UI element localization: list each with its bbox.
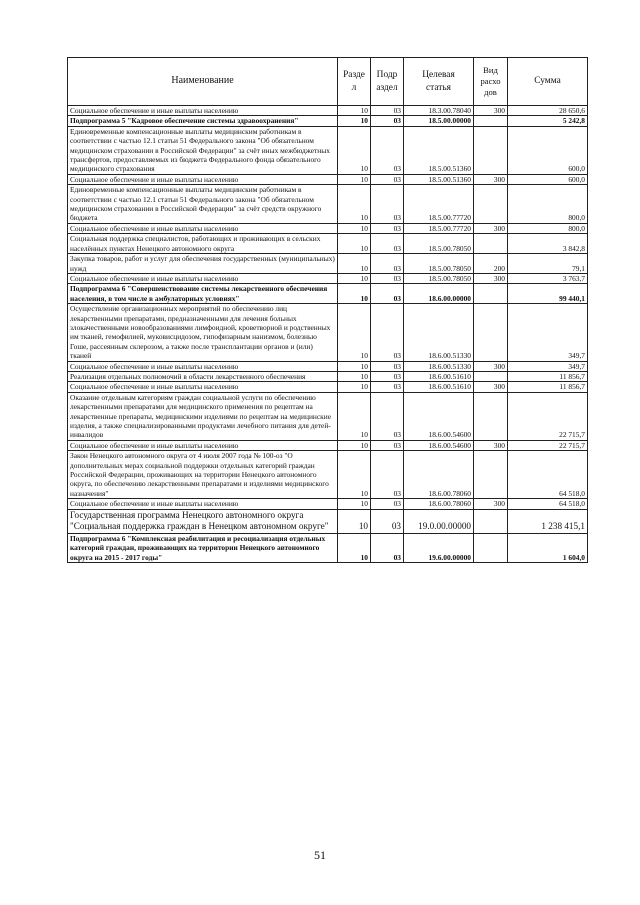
row-name: Социальное обеспечение и иные выплаты населению xyxy=(68,106,338,116)
table-row xyxy=(68,116,588,126)
row-target: 18.5.00.78050 xyxy=(404,273,474,283)
row-razdel: 10 xyxy=(338,440,371,450)
header-name: Наименование xyxy=(68,58,338,106)
row-name: Государственная программа Ненецкого автономного округа "Социальная поддержка граждан в Ненецком автономном округе" xyxy=(68,509,338,533)
row-target: 19.6.00.00000 xyxy=(404,533,474,562)
row-razdel: 10 xyxy=(338,304,371,361)
row-vid xyxy=(474,451,508,499)
row-target: 18.5.00.78050 xyxy=(404,254,474,274)
table-row xyxy=(68,392,588,440)
row-podrazdel: 03 xyxy=(371,361,404,371)
row-target: 18.6.00.54600 xyxy=(404,440,474,450)
table-row xyxy=(68,234,588,254)
row-name: Единовременные компенсационные выплаты медицинским работникам в соответствии с частью 12.1 статьи 51 Федерального закона "Об обязательном медицинском страховании в Российской Федерации" за счёт средств окружного бюджета xyxy=(68,185,338,224)
row-podrazdel: 03 xyxy=(371,185,404,224)
row-target: 18.3.00.78040 xyxy=(404,106,474,116)
row-target: 18.6.00.51330 xyxy=(404,361,474,371)
row-sum: 64 518,0 xyxy=(508,451,588,499)
table-row xyxy=(68,451,588,499)
row-podrazdel: 03 xyxy=(371,371,404,381)
table-row xyxy=(68,361,588,371)
row-vid xyxy=(474,392,508,440)
row-razdel: 10 xyxy=(338,254,371,274)
row-sum: 64 518,0 xyxy=(508,499,588,509)
table-row xyxy=(68,382,588,392)
row-target: 18.5.00.77720 xyxy=(404,185,474,224)
row-vid: 300 xyxy=(474,174,508,184)
row-sum: 800,0 xyxy=(508,185,588,224)
row-vid: 300 xyxy=(474,440,508,450)
row-podrazdel: 03 xyxy=(371,304,404,361)
header-razdel: Разде л xyxy=(338,58,371,106)
row-razdel: 10 xyxy=(338,533,371,562)
table-row xyxy=(68,185,588,224)
table-row xyxy=(68,106,588,116)
row-name: Подпрограмма 6 "Совершенствование системы лекарственного обеспечения населения, в том числе в амбулаторных условиях" xyxy=(68,284,338,304)
row-name: Социальное обеспечение и иные выплаты населению xyxy=(68,223,338,233)
row-razdel: 10 xyxy=(338,273,371,283)
row-target: 18.6.00.51330 xyxy=(404,304,474,361)
row-vid xyxy=(474,116,508,126)
row-razdel: 10 xyxy=(338,223,371,233)
row-razdel: 10 xyxy=(338,451,371,499)
row-name: Социальное обеспечение и иные выплаты населению xyxy=(68,382,338,392)
row-podrazdel: 03 xyxy=(371,126,404,174)
row-target: 18.6.00.78060 xyxy=(404,499,474,509)
row-podrazdel: 03 xyxy=(371,382,404,392)
row-vid xyxy=(474,371,508,381)
table-row xyxy=(68,440,588,450)
header-vid: Вид расхо дов xyxy=(474,58,508,106)
row-target: 18.5.00.00000 xyxy=(404,116,474,126)
row-sum: 28 650,6 xyxy=(508,106,588,116)
row-podrazdel: 03 xyxy=(371,254,404,274)
budget-table-container xyxy=(67,57,587,563)
row-podrazdel: 03 xyxy=(371,451,404,499)
row-target: 18.6.00.00000 xyxy=(404,284,474,304)
row-sum: 22 715,7 xyxy=(508,440,588,450)
row-name: Реализация отдельных полномочий в области лекарственного обеспечения xyxy=(68,371,338,381)
row-name: Закупка товаров, работ и услуг для обеспечения государственных (муниципальных) нужд xyxy=(68,254,338,274)
header-podrazdel: Подр аздел xyxy=(371,58,404,106)
row-target: 19.0.00.00000 xyxy=(404,509,474,533)
row-razdel: 10 xyxy=(338,392,371,440)
budget-table xyxy=(67,57,588,563)
row-podrazdel: 03 xyxy=(371,440,404,450)
row-razdel: 10 xyxy=(338,174,371,184)
row-target: 18.5.00.51360 xyxy=(404,126,474,174)
row-target: 18.5.00.77720 xyxy=(404,223,474,233)
row-target: 18.5.00.51360 xyxy=(404,174,474,184)
table-row xyxy=(68,174,588,184)
row-sum: 99 440,1 xyxy=(508,284,588,304)
row-name: Социальная поддержка специалистов, работающих и проживающих в сельских населённых пунктах Ненецкого автономного округа xyxy=(68,234,338,254)
row-podrazdel: 03 xyxy=(371,499,404,509)
row-sum: 800,0 xyxy=(508,223,588,233)
row-sum: 22 715,7 xyxy=(508,392,588,440)
row-podrazdel: 03 xyxy=(371,223,404,233)
row-target: 18.6.00.54600 xyxy=(404,392,474,440)
row-podrazdel: 03 xyxy=(371,533,404,562)
row-name: Социальное обеспечение и иные выплаты населению xyxy=(68,440,338,450)
row-sum: 1 604,0 xyxy=(508,533,588,562)
row-name: Социальное обеспечение и иные выплаты населению xyxy=(68,174,338,184)
row-name: Социальное обеспечение и иные выплаты населению xyxy=(68,361,338,371)
row-vid xyxy=(474,234,508,254)
row-razdel: 10 xyxy=(338,284,371,304)
row-name: Социальное обеспечение и иные выплаты населению xyxy=(68,273,338,283)
row-vid: 300 xyxy=(474,361,508,371)
row-razdel: 10 xyxy=(338,185,371,224)
table-row xyxy=(68,284,588,304)
row-vid xyxy=(474,509,508,533)
row-podrazdel: 03 xyxy=(371,273,404,283)
row-podrazdel: 03 xyxy=(371,106,404,116)
table-row xyxy=(68,126,588,174)
row-sum: 11 856,7 xyxy=(508,371,588,381)
row-name: Оказание отдельным категориям граждан социальной услуги по обеспечению лекарственными препаратами для медицинского применения по рецептам на лекарственные препараты, медицинскими изделиями по рецептам на медицинские изделия, а также специализированными продуктами лечебного питания для детей-инвалидов xyxy=(68,392,338,440)
row-razdel: 10 xyxy=(338,106,371,116)
row-vid: 300 xyxy=(474,499,508,509)
table-row xyxy=(68,533,588,562)
row-vid xyxy=(474,185,508,224)
row-podrazdel: 03 xyxy=(371,234,404,254)
row-vid xyxy=(474,304,508,361)
row-vid: 300 xyxy=(474,106,508,116)
row-razdel: 10 xyxy=(338,499,371,509)
table-row xyxy=(68,499,588,509)
row-target: 18.6.00.51610 xyxy=(404,371,474,381)
row-name: Подпрограмма 6 "Комплексная реабилитация и ресоциализация отдельных категорий граждан, проживающих на территории Ненецкого автономного округа на 2015 - 2017 годы" xyxy=(68,533,338,562)
row-podrazdel: 03 xyxy=(371,284,404,304)
row-sum: 349,7 xyxy=(508,361,588,371)
table-row xyxy=(68,509,588,533)
row-name: Единовременные компенсационные выплаты медицинским работникам в соответствии с частью 12.1 статьи 51 Федерального закона "Об обязательном медицинском страховании в Российской Федерации" за счёт иных межбюджетных трансфертов, предоставляемых из бюджета Федерального фонда обязательного медицинского страхования xyxy=(68,126,338,174)
row-razdel: 10 xyxy=(338,382,371,392)
row-vid: 300 xyxy=(474,382,508,392)
row-podrazdel: 03 xyxy=(371,116,404,126)
row-name: Осуществление организационных мероприятий по обеспечению лиц лекарственными препаратами, предназначенными для лечения больных злокачественными новообразованиями лимфоидной, кроветворной и родственных им тканей, гемофилией, муковисцидозом, гипофизарным нанизмом, болезнью Гоше, рассеянным склерозом, а также после трансплантации органов и (или) тканей xyxy=(68,304,338,361)
row-podrazdel: 03 xyxy=(371,392,404,440)
table-row xyxy=(68,223,588,233)
header-sum: Сумма xyxy=(508,58,588,106)
row-vid: 300 xyxy=(474,223,508,233)
row-sum: 1 238 415,1 xyxy=(508,509,588,533)
row-razdel: 10 xyxy=(338,361,371,371)
row-vid xyxy=(474,533,508,562)
row-name: Закон Ненецкого автономного округа от 4 июля 2007 года № 100-оз "О дополнительных мерах социальной поддержки отдельных категорий граждан Российской Федерации, проживающих на территории Ненецкого автономного округа, по обеспечению лекарственными препаратами и изделиями медицинского назначения" xyxy=(68,451,338,499)
row-name: Подпрограмма 5 "Кадровое обеспечение системы здравоохранения" xyxy=(68,116,338,126)
row-vid: 300 xyxy=(474,273,508,283)
table-row xyxy=(68,371,588,381)
row-target: 18.6.00.78060 xyxy=(404,451,474,499)
row-podrazdel: 03 xyxy=(371,509,404,533)
row-sum: 3 842,8 xyxy=(508,234,588,254)
table-row xyxy=(68,273,588,283)
header-target: Целевая статья xyxy=(404,58,474,106)
table-header-row xyxy=(68,58,588,106)
row-razdel: 10 xyxy=(338,509,371,533)
row-vid xyxy=(474,284,508,304)
table-row xyxy=(68,304,588,361)
page-number: 51 xyxy=(314,848,326,862)
row-podrazdel: 03 xyxy=(371,174,404,184)
row-razdel: 10 xyxy=(338,234,371,254)
row-sum: 79,1 xyxy=(508,254,588,274)
row-razdel: 10 xyxy=(338,371,371,381)
table-body xyxy=(68,106,588,563)
row-razdel: 10 xyxy=(338,126,371,174)
row-sum: 600,0 xyxy=(508,126,588,174)
row-target: 18.5.00.78050 xyxy=(404,234,474,254)
row-sum: 3 763,7 xyxy=(508,273,588,283)
row-sum: 349,7 xyxy=(508,304,588,361)
row-vid xyxy=(474,126,508,174)
row-vid: 200 xyxy=(474,254,508,274)
row-sum: 5 242,8 xyxy=(508,116,588,126)
row-name: Социальное обеспечение и иные выплаты населению xyxy=(68,499,338,509)
row-target: 18.6.00.51610 xyxy=(404,382,474,392)
table-row xyxy=(68,254,588,274)
row-razdel: 10 xyxy=(338,116,371,126)
row-sum: 11 856,7 xyxy=(508,382,588,392)
row-sum: 600,0 xyxy=(508,174,588,184)
